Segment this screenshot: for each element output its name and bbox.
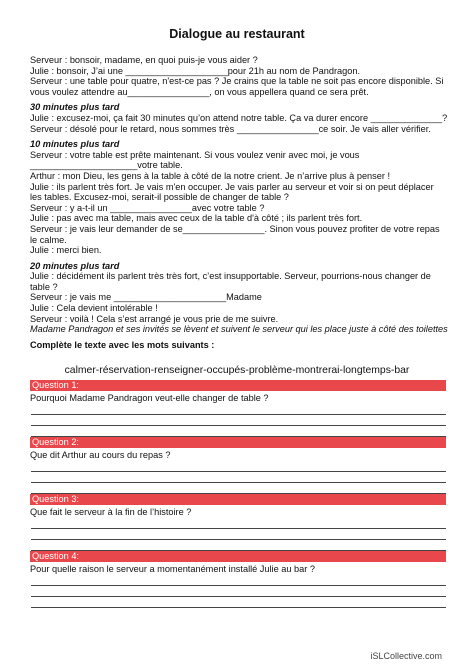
dialogue-line: Arthur : mon Dieu, les gens à la table à côté de la notre crient. Je n’arrive plus à penser ! (30, 170, 391, 181)
dialogue-line: table ? (30, 281, 58, 292)
dialogue-line: Serveur : voilà ! Cela s’est arrangé je vous prie de me suivre. (30, 313, 279, 324)
question-text: Que fait le serveur à la fin de l’histoire ? (30, 507, 192, 517)
answer-line[interactable] (31, 607, 446, 608)
dialogue-text (30, 55, 450, 350)
answer-line[interactable] (31, 471, 446, 472)
dialogue-line: le calme. (30, 234, 67, 245)
footer-credit: iSLCollective.com (370, 651, 442, 661)
question-block-4 (30, 551, 446, 608)
dialogue-line: Serveur : votre table est prête maintenant. Si vous voulez venir avec moi, je vous (30, 149, 360, 160)
question-block-1 (30, 380, 446, 437)
answer-line[interactable] (31, 596, 446, 597)
question-text: Pourquoi Madame Pandragon veut-elle changer de table ? (30, 393, 269, 403)
section-heading: 30 minutes plus tard (30, 102, 120, 113)
answer-line[interactable] (31, 528, 446, 529)
dialogue-line: _____________________votre table. (30, 160, 183, 171)
answer-line[interactable] (31, 585, 446, 586)
dialogue-line: Julie : Cela devient intolérable ! (30, 303, 158, 314)
dialogue-line: Serveur : bonsoir, madame, en quoi puis-je vous aider ? (30, 55, 258, 65)
question-label: Question 1: (30, 380, 446, 391)
dialogue-line: Julie : décidément ils parlent très très fort, c’est insupportable. Serveur, pourrions-nous changer de (30, 271, 431, 282)
dialogue-line: Julie : pas avec ma table, mais avec ceux de la table d'à côté ; ils parlent très fort. (30, 213, 363, 224)
question-label: Question 3: (30, 494, 446, 505)
dialogue-line: Julie : ils parlent très fort. Je vais m'en occuper. Je vais parler au serveur et voir si on peut déplacer (30, 181, 434, 192)
dialogue-line: Serveur : je vais leur demander de se________________. Sinon vous pouvez profiter de votre repas (30, 223, 440, 234)
question-text: Que dit Arthur au cours du repas ? (30, 450, 171, 460)
dialogue-line: Madame Pandragon et ses invités se lèvent et suivent le serveur qui les place juste à côté des toilettes (30, 324, 448, 335)
question-block-3 (30, 494, 446, 551)
page-title: Dialogue au restaurant (169, 27, 305, 41)
dialogue-line: Julie : merci bien. (30, 245, 102, 256)
dialogue-line: Serveur : y a-t-il un ________________avec votre table ? (30, 202, 265, 213)
answer-line[interactable] (31, 482, 446, 483)
dialogue-line: Serveur : désolé pour le retard, nous sommes très ________________ce soir. Je vais aller vérifier. (30, 123, 431, 134)
dialogue-line: Julie : excusez-moi, ça fait 30 minutes qu’on attend notre table. Ça va durer encore ______________? (30, 112, 448, 123)
question-label: Question 4: (30, 551, 446, 562)
answer-line[interactable] (31, 539, 446, 540)
question-label: Question 2: (30, 437, 446, 448)
answer-line[interactable] (31, 414, 446, 415)
word-list: calmer-réservation-renseigner-occupés-problème-montrerai-longtemps-bar (64, 365, 410, 376)
dialogue-line: Serveur : une table pour quatre, n'est-ce pas ? Je crains que la table ne soit pas encore disponible. Si (30, 76, 444, 87)
section-heading: 20 minutes plus tard (30, 260, 120, 271)
question-text: Pour quelle raison le serveur a momentanément installé Julie au bar ? (30, 564, 315, 574)
section-heading: 10 minutes plus tard (30, 139, 120, 150)
dialogue-line: Julie : bonsoir, J’ai une ____________________pour 21h au nom de Pandragon. (30, 65, 360, 76)
question-block-2 (30, 437, 446, 494)
dialogue-line: Serveur : je vais me ______________________Madame (30, 292, 262, 303)
instruction-text: Complète le texte avec les mots suivants : (30, 339, 215, 350)
dialogue-line: vous voulez attendre au________________, on vous appellera quand ce sera prêt. (30, 86, 369, 97)
dialogue-line: les tables. Excusez-moi, serait-il possible de changer de table ? (30, 192, 289, 203)
answer-line[interactable] (31, 425, 446, 426)
